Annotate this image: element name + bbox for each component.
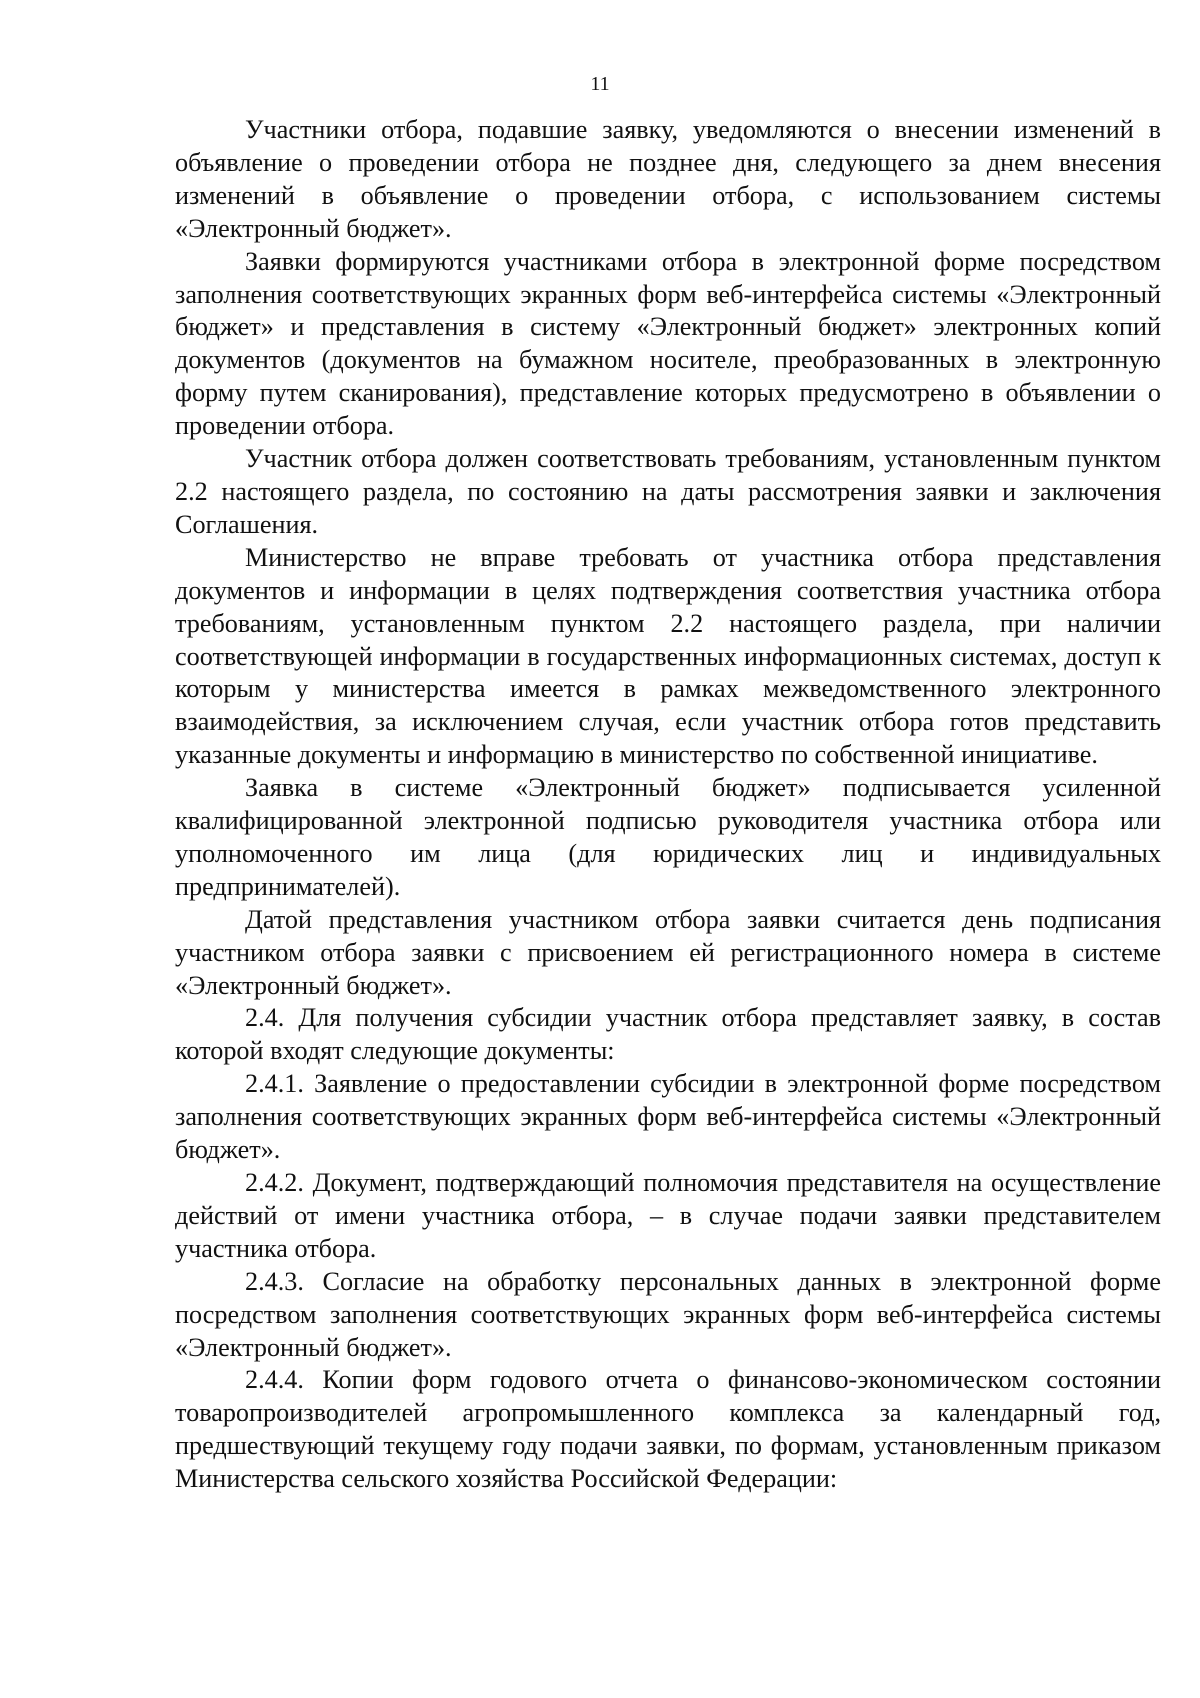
paragraph-participants-notification: Участники отбора, подавшие заявку, уведомляются о внесении изменений в объявление о проведении отбора не позднее дня, следующего за днем внесения изменений в объявление о проведении отбора, с использованием системы «Электронный бюджет». [175, 115, 1161, 243]
paragraph-section-2-4-4: 2.4.4. Копии форм годового отчета о финансово-экономическом состоянии товаропроизводителей агропромышленного комплекса за календарный год, предшествующий текущему году подачи заявки, по формам, установленным приказом Министерства сельского хозяйства Российской Федерации: [175, 1365, 1161, 1494]
paragraph-section-2-4-1: 2.4.1. Заявление о предоставлении субсидии в электронной форме посредством заполнения соответствующих экранных форм веб-интерфейса системы «Электронный бюджет». [175, 1069, 1161, 1165]
paragraph-submission-date: Датой представления участником отбора заявки считается день подписания участником отбора заявки с присвоением ей регистрационного номера в системе «Электронный бюджет». [175, 904, 1161, 1000]
document-body [175, 114, 1161, 1496]
paragraph-section-2-4-3: 2.4.3. Согласие на обработку персональных данных в электронной форме посредством заполнения соответствующих экранных форм веб-интерфейса системы «Электронный бюджет». [175, 1266, 1161, 1362]
paragraph-participant-requirements: Участник отбора должен соответствовать требованиям, установленным пунктом 2.2 настоящего раздела, по состоянию на даты рассмотрения заявки и заключения Соглашения. [175, 444, 1161, 539]
paragraph-ministry-restrictions: Министерство не вправе требовать от участника отбора представления документов и информации в целях подтверждения соответствия участника отбора требованиям, установленным пунктом 2.2 настоящего раздела, при наличии соответствующей информации в государственных информационных системах, доступ к которым у министерства имеется в рамках межведомственного электронного взаимодействия, за исключением случая, если участник отбора готов представить указанные документы и информацию в министерство по собственной инициативе. [175, 542, 1161, 770]
paragraph-section-2-4: 2.4. Для получения субсидии участник отбора представляет заявку, в состав которой входят следующие документы: [175, 1003, 1161, 1066]
paragraph-section-2-4-2: 2.4.2. Документ, подтверждающий полномочия представителя на осуществление действий от имени участника отбора, – в случае подачи заявки представителем участника отбора. [175, 1168, 1161, 1263]
page-number: 11 [590, 73, 610, 95]
paragraph-application-formation: Заявки формируются участниками отбора в электронной форме посредством заполнения соответствующих экранных форм веб-интерфейса системы «Электронный бюджет» и представления в систему «Электронный бюджет» электронных копий документов (документов на бумажном носителе, преобразованных в электронную форму путем сканирования), представление которых предусмотрено в объявлении о проведении отбора. [175, 246, 1161, 441]
paragraph-application-signature: Заявка в системе «Электронный бюджет» подписывается усиленной квалифицированной электронной подписью руководителя участника отбора или уполномоченного им лица (для юридических лиц и индивидуальных предпринимателей). [175, 773, 1161, 901]
